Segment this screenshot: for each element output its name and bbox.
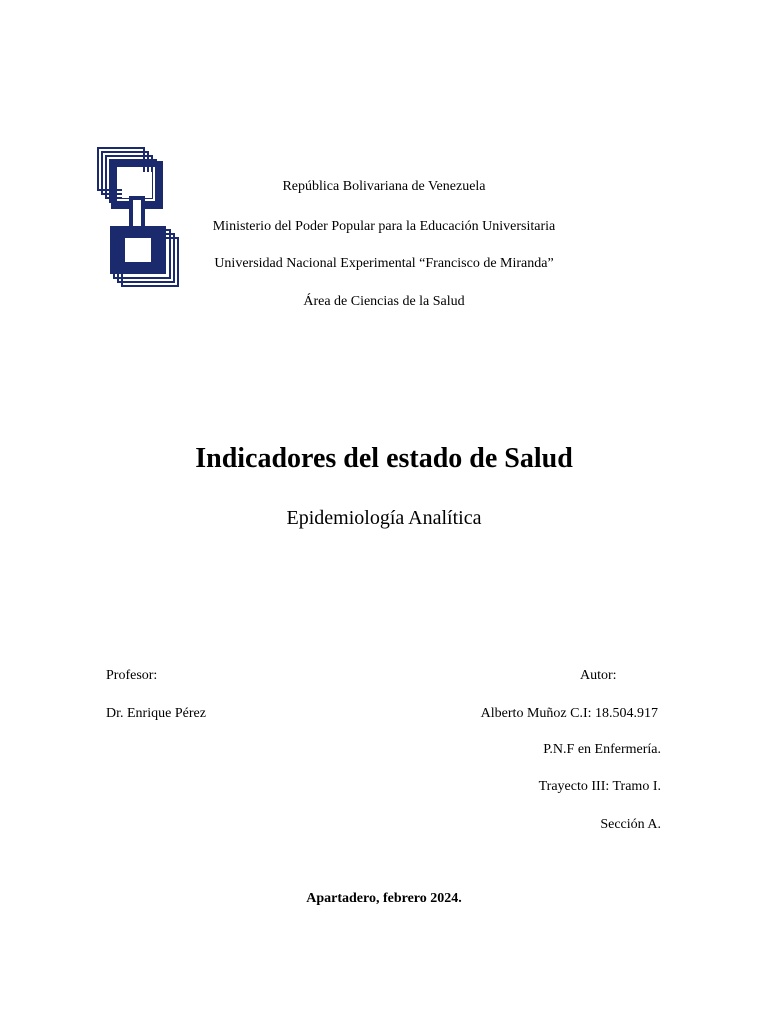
header-republic: República Bolivariana de Venezuela [282,179,486,194]
author-trayecto: Trayecto III: Tramo I. [538,779,661,794]
footer-place-date: Apartadero, febrero 2024. [306,891,462,906]
author-label: Autor: [580,668,617,683]
header-area: Área de Ciencias de la Salud [303,294,465,309]
professor-label: Profesor: [106,668,158,683]
header-ministry: Ministerio del Poder Popular para la Educación Universitaria [212,219,556,234]
document-title: Indicadores del estado de Salud [195,443,573,474]
author-name: Alberto Muñoz C.I: 18.504.917 [480,706,658,721]
document-subtitle: Epidemiología Analítica [286,507,482,529]
author-program: P.N.F en Enfermería. [543,742,661,757]
professor-name: Dr. Enrique Pérez [106,706,206,721]
header-university: Universidad Nacional Experimental “Francisco de Miranda” [214,256,554,271]
author-section: Sección A. [600,817,661,832]
